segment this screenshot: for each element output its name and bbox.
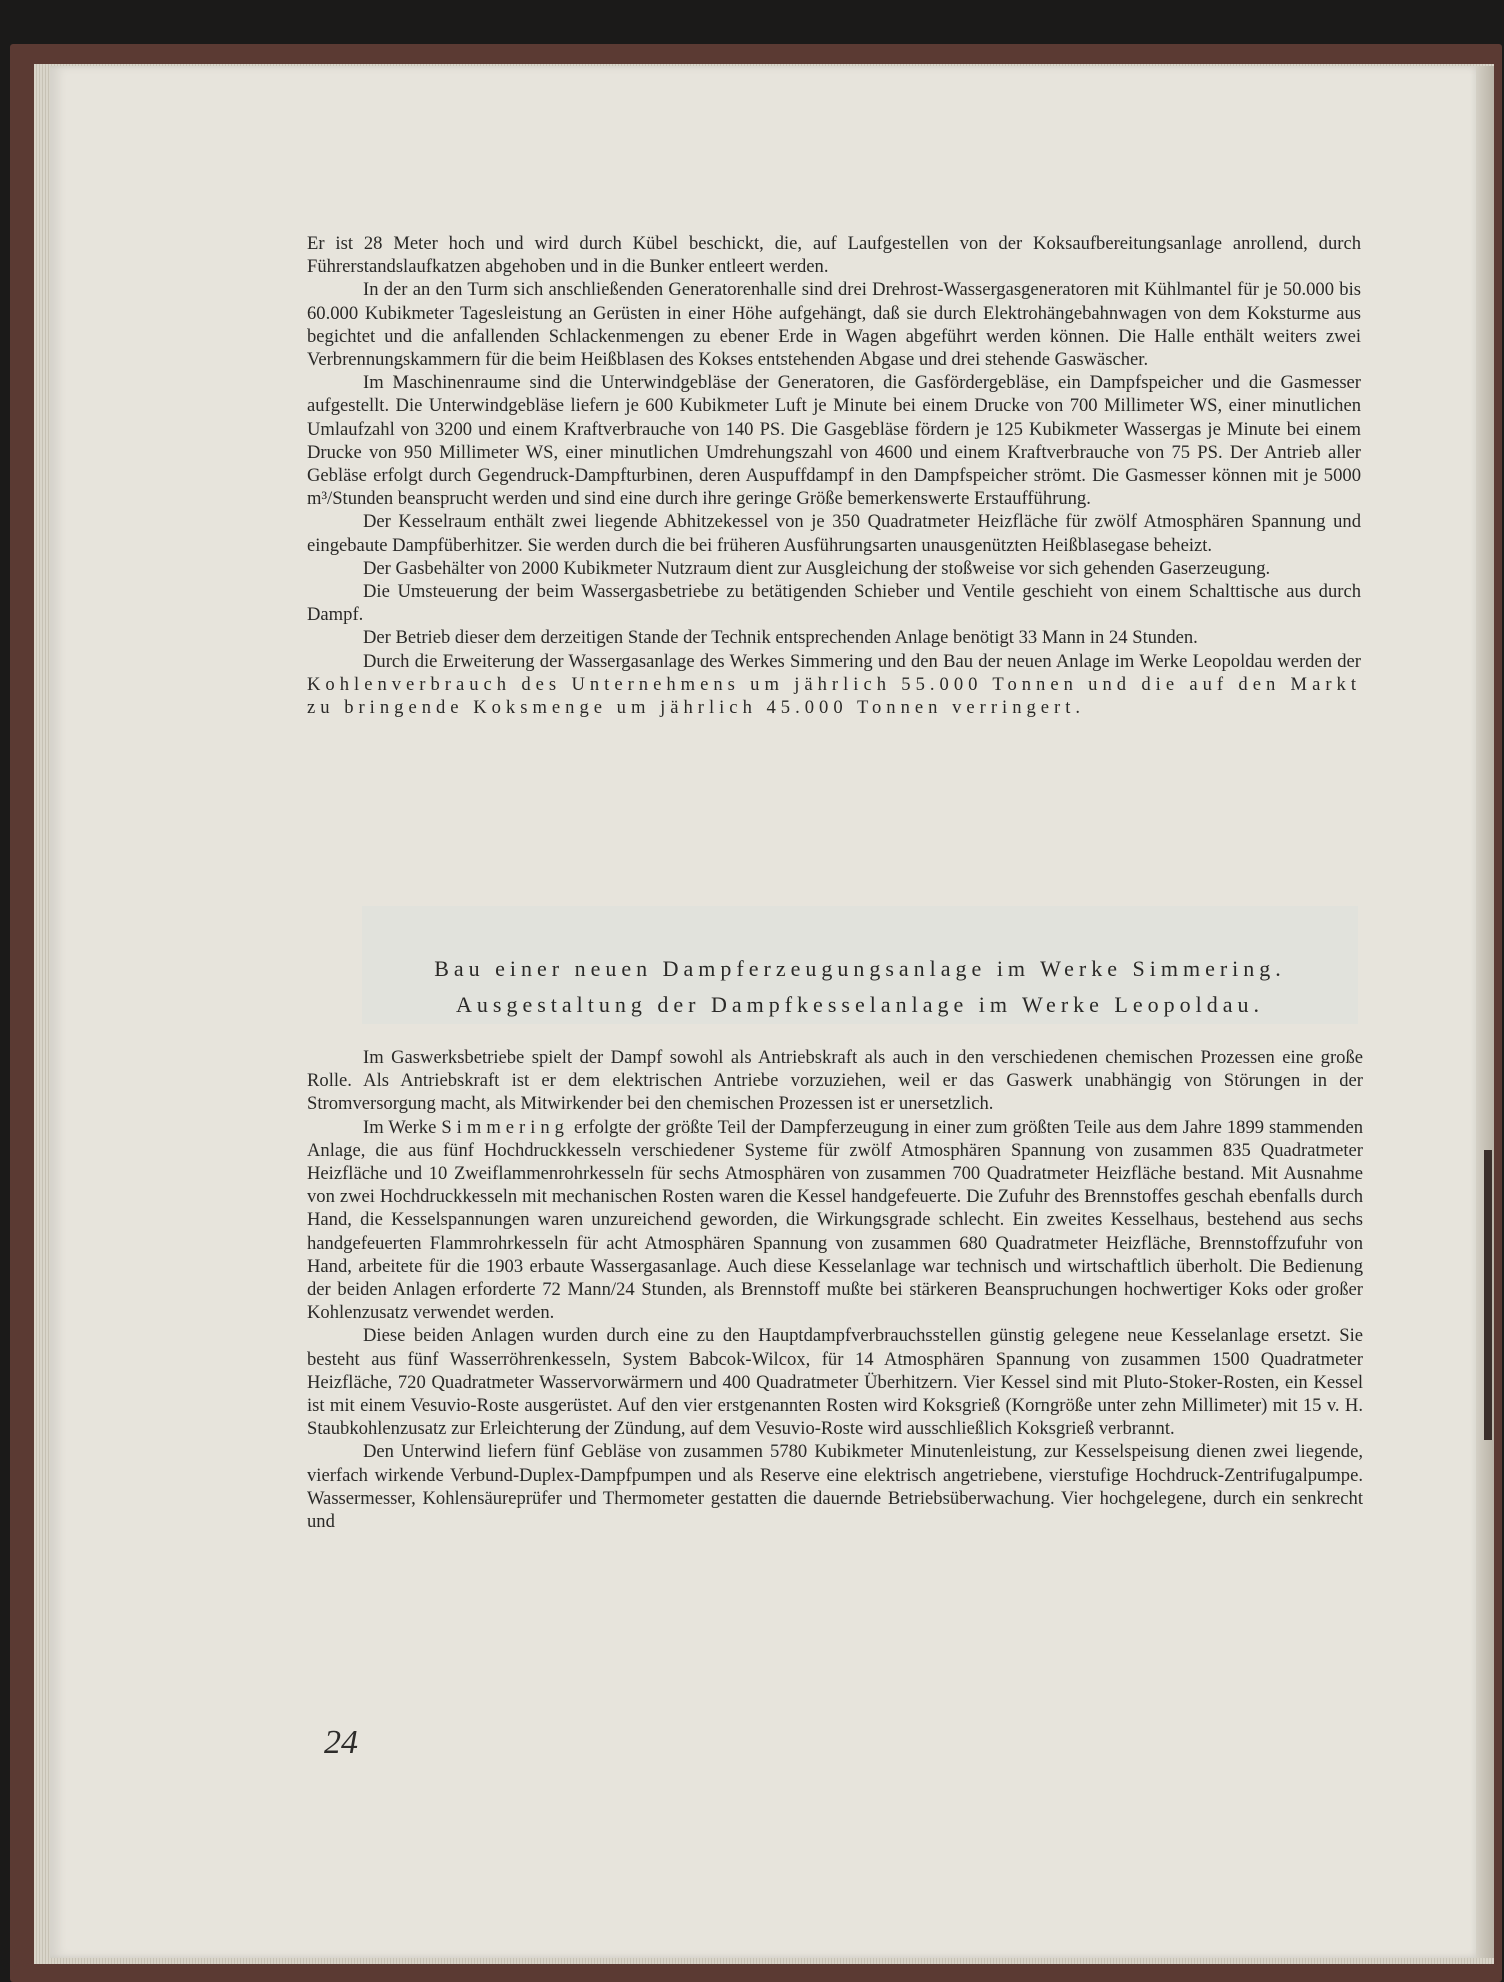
paragraph-conclusion — [307, 650, 1361, 720]
paragraph-rest: erfolgte der größte Teil der Dampferzeugung in einer zum größten Teile aus dem Jahre 1899 stammenden Anlage, die aus fünf Hochdruckkesseln verschiedener Systeme für zwölf Atmosphären Spannung von zusammen 835 Quadratmeter Heizfläche und 10 Zweiflammenrohrkesseln für sechs Atmosphären von zusammen 700 Quadratmeter Heizfläche bestand. Mit Ausnahme von zwei Hochdruckkesseln mit mechanischen Rosten waren die Kessel handgefeuerte. Die Zufuhr des Brennstoffes geschah ebenfalls durch Hand, die Kesselspannungen waren unzureichend geworden, die Wirkungsgrade schlecht. Ein zweites Kesselhaus, bestehend aus sechs handgefeuerten Flammrohrkesseln für acht Atmosphären Spannung von zusammen 680 Quadratmeter Heizfläche, Brennstoffzufuhr von Hand, arbeitete für die 1903 erbaute Wassergasanlage. Auch diese Kesselanlage war technisch und wirtschaftlich überholt. Die Bedienung der beiden Anlagen erforderte 72 Mann/24 Stunden, als Brennstoff mußte bei stärkeren Beanspruchungen hochwertiger Koks oder großer Kohlenzusatz verwendet werden. — [307, 1116, 1363, 1324]
paragraph: Im Gaswerksbetriebe spielt der Dampf sowohl als Antriebskraft als auch in den verschiedenen chemischen Prozessen eine große Rolle. Als Antriebskraft ist er dem elektrischen Antriebe vorzuziehen, weil er das Gaswerk unabhängig von Störungen in der Stromversorgung macht, als Mitwirkender bei den chemischen Prozessen ist er unersetzlich. — [307, 1047, 1363, 1115]
paragraph: Der Betrieb dieser dem derzeitigen Stande der Technik entsprechenden Anlage benötigt 33 Mann in 24 Stunden. — [363, 627, 1198, 649]
paragraph: Den Unterwind liefern fünf Gebläse von zusammen 5780 Kubikmeter Minutenleistung, zur Kesselspeisung dienen zwei liegende, vierfach wirkende Verbund-Duplex-Dampfpumpen und als Reserve eine elektrisch angetriebene, vierstufige Hochdruck-Zentrifugalpumpe. Wassermesser, Kohlensäureprüfer und Thermometer gestatten die dauernde Betriebsüberwachung. Vier hochgelegene, durch ein senkrecht und — [307, 1441, 1363, 1533]
section-heading-line-1: Bau einer neuen Dampferzeugungsanlage im Werke Simmering. — [434, 956, 1286, 981]
page-number: 24 — [324, 1724, 358, 1761]
paragraph: Die Umsteuerung der beim Wassergasbetriebe zu betätigenden Schieber und Ventile geschieht von einem Schalttische aus durch Dampf. — [307, 581, 1361, 626]
paragraph — [307, 1116, 1363, 1325]
paragraph: Diese beiden Anlagen wurden durch eine zu den Hauptdampfverbrauchsstellen günstig gelegene neue Kesselanlage ersetzt. Sie besteht aus fünf Wasserröhrenkesseln, System Babcok-Wilcox, für 14 Atmosphären Spannung von zusammen 1500 Quadratmeter Heizfläche, 720 Quadratmeter Wasservorwärmern und 400 Quadratmeter Überhitzern. Vier Kessel sind mit Pluto-Stoker-Rosten, ein Kessel ist mit einem Vesuvio-Roste ausgerüstet. Auf den vier erstgenannten Rosten wird Koksgrieß (Korngröße unter zehn Millimeter) mit 15 v. H. Staubkohlenzusatz zur Erleichterung der Zündung, auf dem Vesuvio-Roste wird ausschließlich Koksgrieß verbrannt. — [307, 1325, 1363, 1440]
paragraph: Er ist 28 Meter hoch und wird durch Kübel beschickt, die, auf Laufgestellen von der Koksaufbereitungsanlage anrollend, durch Führerstandslaufkatzen abgehoben und in die Bunker entleert werden. — [307, 233, 1361, 278]
paragraph: Der Gasbehälter von 2000 Kubikmeter Nutzraum dient zur Ausgleichung der stoßweise vor sich gehenden Gaserzeugung. — [363, 557, 1271, 579]
text-block-top — [307, 232, 1361, 719]
conclusion-emphasis: Kohlenverbrauch des Unternehmens um jährlich 55.000 Tonnen und die auf den Markt zu bringende Koksmenge um jährlich 45.000 Tonnen verringert — [307, 673, 1361, 719]
page-right-edge — [1476, 66, 1494, 1958]
paragraph: In der an den Turm sich anschließenden Generatorenhalle sind drei Drehrost-Wassergasgeneratoren mit Kühlmantel für je 50.000 bis 60.000 Kubikmeter Tagesleistung an Gerüsten in einer Höhe aufgehängt, daß sie durch Elektrohängebahnwagen von dem Koksturme aus begichtet und die anfallenden Schlackenmengen zu ebener Erde in Wagen abgeführt werden können. Die Halle enthält weiters zwei Verbrennungskammern für die beim Heißblasen des Kokses entstehenden Abgase und drei stehende Gaswäscher. — [307, 279, 1361, 371]
conclusion-lead: Durch die Erweiterung der Wassergasanlage des Werkes Simmering und den Bau der neuen Anlage im Werke Leopoldau werden der — [363, 650, 1361, 672]
section-heading-line-2: Ausgestaltung der Dampfkesselanlage im Werke Leopoldau. — [456, 992, 1264, 1017]
paragraph-lead: Im Werke — [363, 1116, 442, 1138]
bookmark-ribbon — [1484, 1150, 1492, 1440]
paragraph: Der Kesselraum enthält zwei liegende Abhitzekessel von je 350 Quadratmeter Heizfläche für zwölf Atmosphären Spannung und eingebaute Dampfüberhitzer. Sie werden durch die bei früheren Ausführungsarten unausgenützten Heißblasegase beheizt. — [307, 511, 1361, 556]
text-block-bottom — [307, 1046, 1363, 1533]
conclusion-tail: . — [1075, 697, 1081, 719]
paragraph-emphasis: Simmering — [441, 1116, 569, 1138]
paragraph: Im Maschinenraume sind die Unterwindgebläse der Generatoren, die Gasfördergebläse, ein Dampfspeicher und die Gasmesser aufgestellt. Die Unterwindgebläse liefern je 600 Kubikmeter Luft je Minute bei einem Drucke von 700 Millimeter WS, einer minutlichen Umlaufzahl von 3200 und einem Kraftverbrauche von 140 PS. Die Gasgebläse fördern je 125 Kubikmeter Wassergas je Minute bei einem Drucke von 950 Millimeter WS, einer minutlichen Umdrehungszahl von 4600 und einem Kraftverbrauche von 75 PS. Der Antrieb aller Gebläse erfolgt durch Gegendruck-Dampfturbinen, deren Auspuffdampf in den Dampfspeicher strömt. Die Gasmesser können mit je 5000 m³/Stunden beansprucht werden und sind eine durch ihre geringe Größe bemerkenswerte Erstaufführung. — [307, 372, 1361, 510]
